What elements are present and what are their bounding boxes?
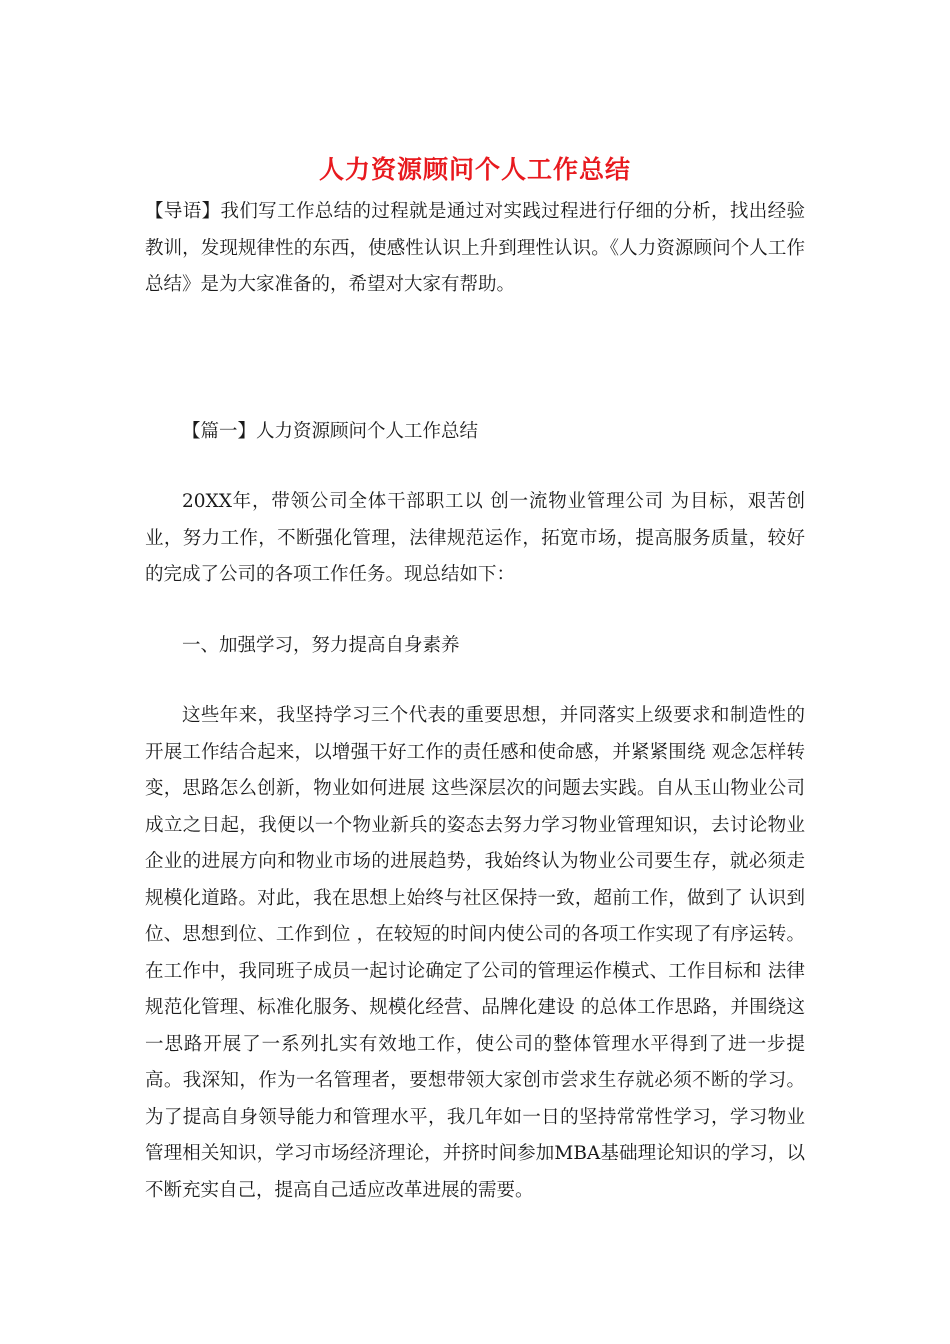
section-title: 【篇一】人力资源顾问个人工作总结 [182, 420, 479, 442]
section-heading-1: 一、加强学习，努力提高自身素养 [182, 634, 460, 656]
document-page [145, 150, 805, 1209]
body-paragraph-1: 20XX年，带领公司全体干部职工以 创一流物业管理公司 为目标，艰苦创业，努力工作，不断强化管理，法律规范运作，拓宽市场，提高服务质量，较好的完成了公司的各项工作任务。现总结如下： [145, 491, 805, 585]
body-paragraph-2: 这些年来，我坚持学习三个代表的重要思想，并同落实上级要求和制造性的开展工作结合起来，以增强干好工作的责任感和使命感，并紧紧围绕 观念怎样转变，思路怎么创新，物业如何进展 这些深层次的问题去实践。自从玉山物业公司成立之日起，我便以一个物业新兵的姿态去努力学习物业管理知识，去讨论物业企业的进展方向和物业市场的进展趋势，我始终认为物业公司要生存，就必须走规模化道路。对此，我在思想上始终与社区保持一致，超前工作，做到了 认识到位、思想到位、工作到位 ，在较短的时间内使公司的各项工作实现了有序运转。在工作中，我同班子成员一起讨论确定了公司的管理运作模式、工作目标和 法律规范化管理、标准化服务、规模化经营、品牌化建设 的总体工作思路，并围绕这一思路开展了一系列扎实有效地工作，使公司的整体管理水平得到了进一步提高。我深知，作为一名管理者，要想带领大家创市尝求生存就必须不断的学习。为了提高自身领导能力和管理水平，我几年如一日的坚持常常性学习，学习物业管理相关知识，学习市场经济理论，并挤时间参加MBA基础理论知识的学习，以不断充实自己，提高自己适应改革进展的需要。 [145, 705, 805, 1201]
intro-paragraph: 【导语】我们写工作总结的过程就是通过对实践过程进行仔细的分析，找出经验教训，发现规律性的东西，使感性认识上升到理性认识。《人力资源顾问个人工作总结》是为大家准备的，希望对大家有帮助。 [145, 201, 805, 295]
document-title: 人力资源顾问个人工作总结 [318, 155, 631, 184]
